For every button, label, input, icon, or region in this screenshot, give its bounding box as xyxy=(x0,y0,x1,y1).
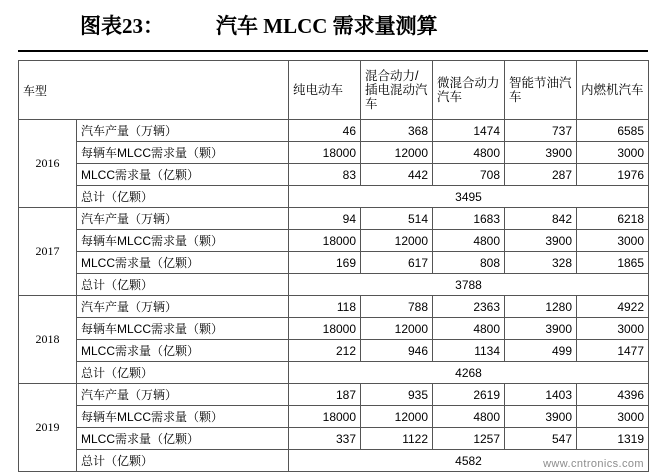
column-header-smart-fuel-saving: 智能节油汽车 xyxy=(505,61,577,120)
metric-label: MLCC需求量（亿颗） xyxy=(77,164,289,186)
data-cell: 6585 xyxy=(577,120,649,142)
data-cell: 617 xyxy=(361,252,433,274)
data-cell: 1976 xyxy=(577,164,649,186)
table-row xyxy=(19,208,649,230)
year-cell: 2019 xyxy=(19,384,77,472)
table-row xyxy=(19,230,649,252)
data-cell: 842 xyxy=(505,208,577,230)
table-row xyxy=(19,318,649,340)
metric-label: 汽车产量（万辆） xyxy=(77,208,289,230)
data-cell: 3900 xyxy=(505,230,577,252)
data-cell: 12000 xyxy=(361,142,433,164)
data-cell: 4922 xyxy=(577,296,649,318)
metric-label: 每辆车MLCC需求量（颗） xyxy=(77,318,289,340)
data-cell: 94 xyxy=(289,208,361,230)
data-cell: 514 xyxy=(361,208,433,230)
data-cell: 3000 xyxy=(577,318,649,340)
data-cell: 1865 xyxy=(577,252,649,274)
metric-label: 每辆车MLCC需求量（颗） xyxy=(77,142,289,164)
total-value: 3495 xyxy=(289,186,649,208)
year-cell: 2017 xyxy=(19,208,77,296)
table-row xyxy=(19,406,649,428)
watermark: www.cntronics.com xyxy=(543,458,644,470)
total-value: 4582 xyxy=(289,450,649,472)
year-cell: 2018 xyxy=(19,296,77,384)
year-cell: 2016 xyxy=(19,120,77,208)
data-cell: 46 xyxy=(289,120,361,142)
total-label: 总计（亿颗） xyxy=(77,450,289,472)
metric-label: MLCC需求量（亿颗） xyxy=(77,340,289,362)
data-cell: 169 xyxy=(289,252,361,274)
data-cell: 1122 xyxy=(361,428,433,450)
data-cell: 3900 xyxy=(505,142,577,164)
data-cell: 547 xyxy=(505,428,577,450)
data-cell: 1319 xyxy=(577,428,649,450)
table-row xyxy=(19,296,649,318)
data-cell: 2619 xyxy=(433,384,505,406)
data-cell: 6218 xyxy=(577,208,649,230)
total-value: 4268 xyxy=(289,362,649,384)
figure-label: 图表23： xyxy=(80,14,164,38)
data-cell: 337 xyxy=(289,428,361,450)
data-cell: 118 xyxy=(289,296,361,318)
mlcc-demand-table xyxy=(18,60,649,472)
table-body xyxy=(19,120,649,472)
table-row xyxy=(19,252,649,274)
data-cell: 3900 xyxy=(505,318,577,340)
metric-label: 汽车产量（万辆） xyxy=(77,296,289,318)
data-cell: 12000 xyxy=(361,230,433,252)
total-label: 总计（亿颗） xyxy=(77,186,289,208)
data-cell: 83 xyxy=(289,164,361,186)
data-cell: 708 xyxy=(433,164,505,186)
data-cell: 1280 xyxy=(505,296,577,318)
column-header-mild-hybrid: 微混合动力汽车 xyxy=(433,61,505,120)
metric-label: MLCC需求量（亿颗） xyxy=(77,252,289,274)
total-label: 总计（亿颗） xyxy=(77,274,289,296)
figure-header xyxy=(18,0,648,46)
table-total-row xyxy=(19,186,649,208)
column-header-vehicle-type: 车型 xyxy=(19,61,289,120)
data-cell: 4800 xyxy=(433,406,505,428)
data-cell: 4800 xyxy=(433,230,505,252)
data-cell: 4800 xyxy=(433,142,505,164)
data-cell: 1477 xyxy=(577,340,649,362)
total-label: 总计（亿颗） xyxy=(77,362,289,384)
data-cell: 187 xyxy=(289,384,361,406)
data-cell: 442 xyxy=(361,164,433,186)
data-cell: 328 xyxy=(505,252,577,274)
column-header-bev: 纯电动车 xyxy=(289,61,361,120)
data-cell: 18000 xyxy=(289,230,361,252)
data-cell: 12000 xyxy=(361,318,433,340)
data-cell: 1403 xyxy=(505,384,577,406)
data-cell: 2363 xyxy=(433,296,505,318)
data-cell: 1474 xyxy=(433,120,505,142)
data-cell: 946 xyxy=(361,340,433,362)
data-cell: 18000 xyxy=(289,318,361,340)
data-cell: 212 xyxy=(289,340,361,362)
metric-label: 每辆车MLCC需求量（颗） xyxy=(77,406,289,428)
data-cell: 935 xyxy=(361,384,433,406)
data-cell: 808 xyxy=(433,252,505,274)
metric-label: 汽车产量（万辆） xyxy=(77,384,289,406)
table-row xyxy=(19,428,649,450)
data-cell: 1134 xyxy=(433,340,505,362)
table-row xyxy=(19,120,649,142)
table-row xyxy=(19,142,649,164)
data-cell: 4800 xyxy=(433,318,505,340)
data-cell: 12000 xyxy=(361,406,433,428)
data-cell: 3900 xyxy=(505,406,577,428)
data-cell: 3000 xyxy=(577,142,649,164)
page-title: 汽车 MLCC 需求量测算 xyxy=(216,14,438,38)
table-row xyxy=(19,384,649,406)
data-cell: 3000 xyxy=(577,406,649,428)
metric-label: 汽车产量（万辆） xyxy=(77,120,289,142)
title-divider xyxy=(18,50,648,52)
table-row xyxy=(19,164,649,186)
column-header-hev-phev: 混合动力/插电混动汽车 xyxy=(361,61,433,120)
data-cell: 18000 xyxy=(289,406,361,428)
metric-label: 每辆车MLCC需求量（颗） xyxy=(77,230,289,252)
data-cell: 737 xyxy=(505,120,577,142)
table-row xyxy=(19,340,649,362)
data-cell: 4396 xyxy=(577,384,649,406)
table-header xyxy=(19,61,649,120)
data-cell: 499 xyxy=(505,340,577,362)
table-total-row xyxy=(19,362,649,384)
data-cell: 368 xyxy=(361,120,433,142)
data-cell: 1257 xyxy=(433,428,505,450)
data-cell: 18000 xyxy=(289,142,361,164)
data-cell: 1683 xyxy=(433,208,505,230)
data-cell: 788 xyxy=(361,296,433,318)
metric-label: MLCC需求量（亿颗） xyxy=(77,428,289,450)
data-cell: 287 xyxy=(505,164,577,186)
data-cell: 3000 xyxy=(577,230,649,252)
column-header-ice: 内燃机汽车 xyxy=(577,61,649,120)
table-total-row xyxy=(19,274,649,296)
total-value: 3788 xyxy=(289,274,649,296)
